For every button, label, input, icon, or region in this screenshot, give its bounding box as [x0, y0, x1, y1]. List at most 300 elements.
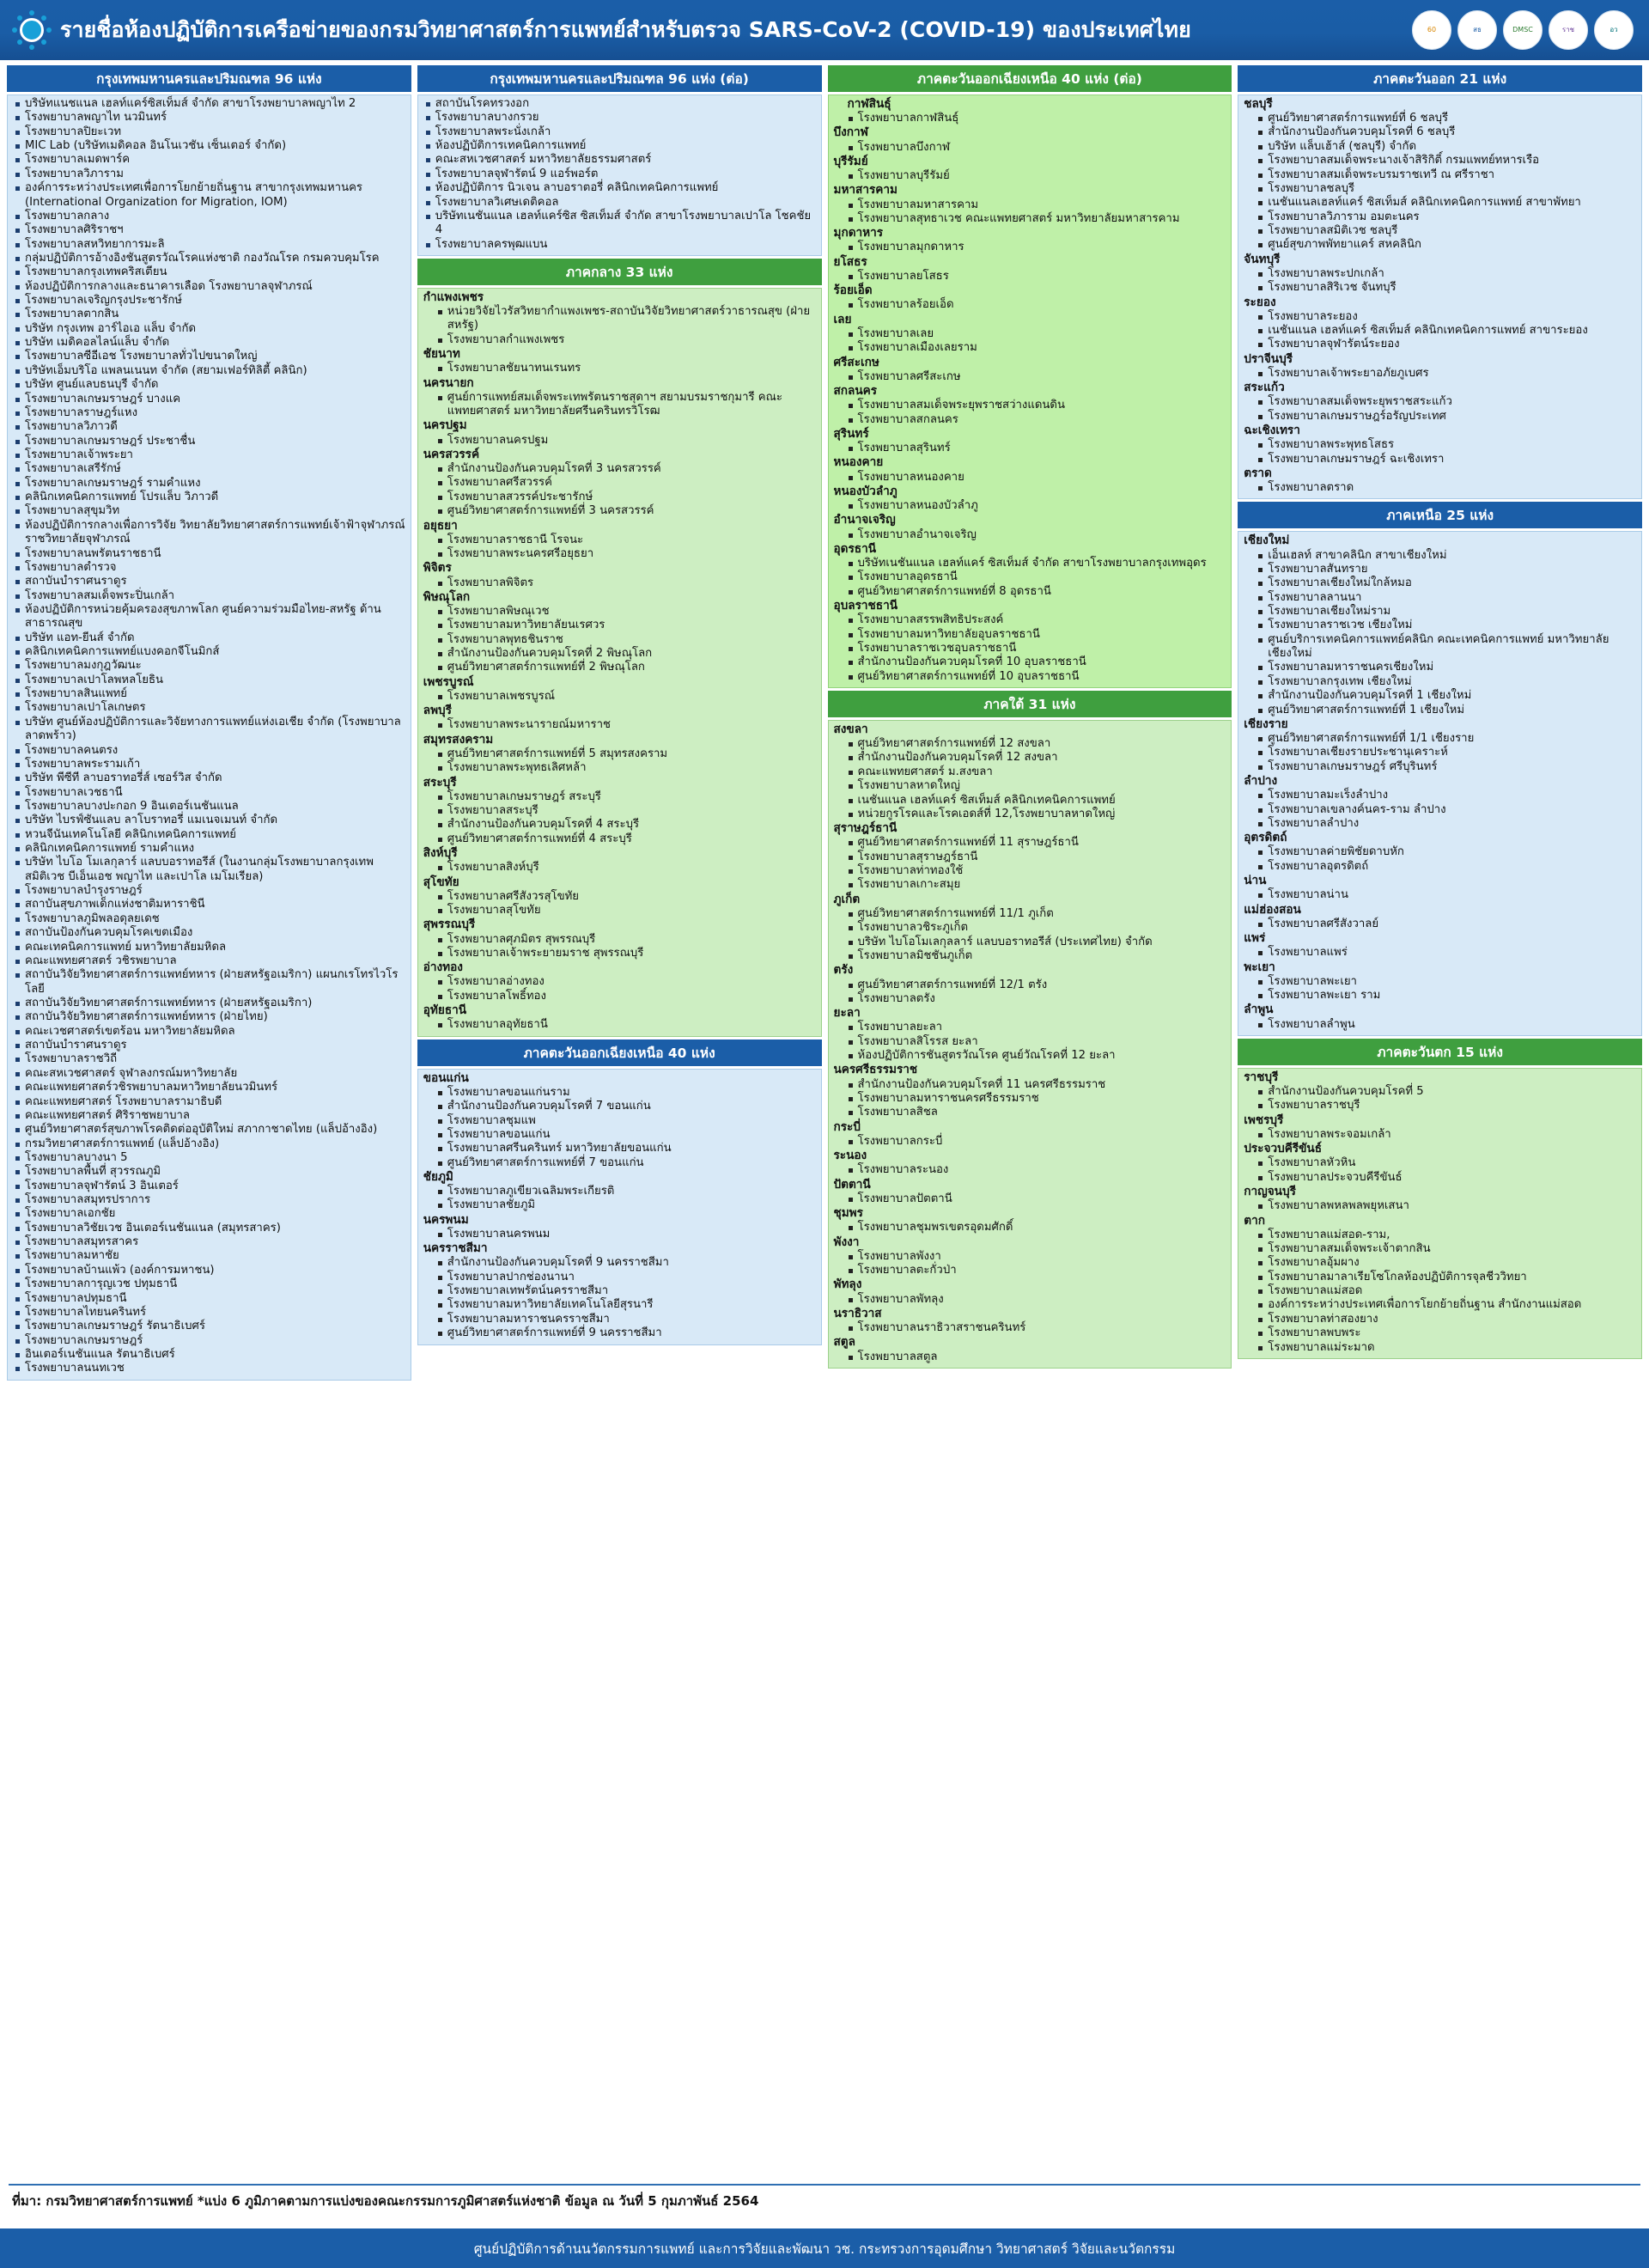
lab-item: โรงพยาบาลเสรีรักษ์: [11, 462, 407, 476]
province-label: พิจิตร: [423, 561, 452, 576]
lab-item: โรงพยาบาลจุฬารัตน์ 9 แอร์พอร์ต: [422, 168, 818, 181]
lab-item: คลินิกเทคนิคการแพทย์ รามคำแหง: [11, 842, 407, 856]
lab-item: โรงพยาบาลสุรินทร์: [832, 442, 1228, 455]
lab-list: [422, 1071, 818, 1341]
lab-item: ศูนย์วิทยาศาสตร์การแพทย์ที่ 3 นครสวรรค์: [422, 504, 818, 518]
province-label: บึงกาฬ: [833, 125, 868, 140]
lab-item: โรงพยาบาลแม่ระมาด: [1242, 1341, 1638, 1355]
lab-item: โรงพยาบาลประจวบคีรีขันธ์: [1242, 1171, 1638, 1185]
lab-item: โรงพยาบาลกรุงเทพ เชียงใหม่: [1242, 675, 1638, 689]
province-label: อุทัยธานี: [423, 1003, 467, 1018]
province-label: หนองบัวลำภู: [833, 484, 898, 498]
lab-item: ห้องปฏิบัติการกลางเพื่อการวิจัย วิทยาลัยวิทยาศาสตร์การแพทย์เจ้าฟ้าจุฬาภรณ์ ราชวิทยาลัยจุฬาภรณ์: [11, 519, 407, 547]
province-label: พังงา: [833, 1235, 860, 1249]
lab-item: สำนักงานป้องกันควบคุมโรคที่ 1 เชียงใหม่: [1242, 689, 1638, 703]
lab-item: คณะเทคนิคการแพทย์ มหาวิทยาลัยมหิดล: [11, 941, 407, 954]
province-label: ชัยนาท: [423, 347, 460, 362]
lab-item: โรงพยาบาลราชเวช เชียงใหม่: [1242, 619, 1638, 632]
province-label: สระแก้ว: [1244, 381, 1285, 395]
province-label: เลย: [833, 312, 852, 326]
column-2: [417, 65, 822, 1348]
lab-item: โรงพยาบาลเกษมราษฎร์อรัญประเทศ: [1242, 410, 1638, 424]
lab-item: โรงพยาบาลราชเวชอุบลราชธานี: [832, 642, 1228, 655]
lab-item: โรงพยาบาลกำแพงเพชร: [422, 333, 818, 347]
lab-item: โรงพยาบาลพระจอมเกล้า: [1242, 1128, 1638, 1142]
lab-item: โรงพยาบาลสินแพทย์: [11, 687, 407, 701]
province-label: นครสวรรค์: [423, 447, 480, 461]
lab-item: โรงพยาบาลบางกรวย: [422, 111, 818, 125]
lab-item: โรงพยาบาลตำรวจ: [11, 561, 407, 575]
logo-royal: ราช: [1549, 10, 1588, 50]
lab-item: โรงพยาบาลศรีนครินทร์ มหาวิทยาลัยขอนแก่น: [422, 1142, 818, 1155]
lab-item: ห้องปฏิบัติการ นิวเจน ลาบอราตอรี่ คลินิกเทคนิคการแพทย์: [422, 181, 818, 195]
logo-ministry-health: สธ: [1457, 10, 1497, 50]
lab-item: โรงพยาบาลพระพุทธโสธร: [1242, 438, 1638, 452]
lab-item: โรงพยาบาลเกษมราษฎร์ รัตนาธิเบศร์: [11, 1320, 407, 1333]
province-label: นครศรีธรรมราช: [833, 1063, 918, 1077]
province-label: ลพบุรี: [423, 704, 452, 718]
lab-item: ศูนย์วิทยาศาสตร์การแพทย์ที่ 11/1 ภูเก็ต: [832, 907, 1228, 921]
province-label: อุบลราชธานี: [833, 599, 898, 613]
province-label: ลำปาง: [1244, 774, 1278, 789]
lab-item: โรงพยาบาลศรีสังวรสุโขทัย: [422, 890, 818, 904]
lab-item: สำนักงานป้องกันควบคุมโรคที่ 4 สระบุรี: [422, 818, 818, 832]
lab-item: สถาบันป้องกันควบคุมโรคเขตเมือง: [11, 926, 407, 940]
lab-item: บริษัท ไบโอ โมเลกุลาร์ แลบบอราทอรีส์ (ในงานกลุ่มโรงพยาบาลกรุงเทพ สมิติเวช บีเอ็นเอช พญาไท และเปาโล เมโมเรียล): [11, 856, 407, 884]
lab-item: โรงพยาบาลปากช่องนานา: [422, 1271, 818, 1284]
province-label: กระบี่: [833, 1119, 861, 1134]
lab-item: โรงพยาบาลมาลาเรียโซโกลห้องปฏิบัติการจุลชีววิทยา: [1242, 1271, 1638, 1284]
page-title: รายชื่อห้องปฏิบัติการเครือข่ายของกรมวิทยาศาสตร์การแพทย์สำหรับตรวจ SARS-CoV-2 (COVID-19) ของประเทศไทย: [60, 17, 1191, 42]
lab-item: บริษัทเนชันแนล เฮลท์แคร์ซิส ซิสเท็มส์ จำกัด สาขาโรงพยาบาลเปาโล โชคชัย 4: [422, 210, 818, 238]
lab-item: โรงพยาบาลสิริเวช จันทบุรี: [1242, 281, 1638, 295]
lab-item: โรงพยาบาลบางนา 5: [11, 1151, 407, 1165]
province-label: ภูเก็ต: [833, 892, 861, 906]
lab-item: ศูนย์วิทยาศาสตร์การแพทย์ที่ 11 สุราษฎร์ธานี: [832, 836, 1228, 850]
lab-item: โรงพยาบาลพระรามเก้า: [11, 758, 407, 771]
lab-item: โรงพยาบาลราชวิถี: [11, 1052, 407, 1066]
lab-item: โรงพยาบาลเวชธานี: [11, 786, 407, 800]
region-panel: [1238, 531, 1642, 1035]
lab-item: สถาบันบำราศนราดูร: [11, 575, 407, 588]
lab-item: เนชันแนลเฮลท์แคร์ ซิสเท็มส์ คลินิกเทคนิคการแพทย์ สาขาพัทยา: [1242, 196, 1638, 210]
province-label: พัทลุง: [833, 1277, 862, 1292]
lab-item: โรงพยาบาลนครปฐม: [422, 434, 818, 448]
province-label: ระยอง: [1244, 295, 1276, 309]
province-label: สระบุรี: [423, 775, 457, 790]
lab-item: องค์การระหว่างประเทศเพื่อการโยกย้ายถิ่นฐาน สำนักงานแม่สอด: [1242, 1298, 1638, 1312]
lab-item: โรงพยาบาลสิชล: [832, 1106, 1228, 1119]
province-label: ร้อยเอ็ด: [833, 284, 873, 298]
lab-list: [832, 97, 1228, 684]
lab-item: โรงพยาบาลพระพุทธเลิศหล้า: [422, 761, 818, 775]
lab-item: โรงพยาบาลจุฬารัตน์ระยอง: [1242, 338, 1638, 351]
lab-item: โรงพยาบาลมุกดาหาร: [832, 241, 1228, 254]
lab-item: โรงพยาบาลปิยะเวท: [11, 125, 407, 139]
lab-item: โรงพยาบาลมะเร็งลำปาง: [1242, 789, 1638, 802]
province-label: จันทบุรี: [1244, 252, 1281, 266]
province-label: แม่ฮ่องสอน: [1244, 902, 1301, 917]
region-panel: [828, 94, 1232, 688]
province-label: มหาสารคาม: [833, 183, 898, 198]
lab-item: โรงพยาบาลเกษมราษฎร์ ประชาชื่น: [11, 435, 407, 448]
province-label: ราชบุรี: [1244, 1070, 1279, 1084]
lab-item: โรงพยาบาลครพุฒแบน: [422, 238, 818, 252]
lab-item: สถาบันโรคทรวงอก: [422, 97, 818, 111]
province-label: ฉะเชิงเทรา: [1244, 424, 1300, 438]
lab-item: โรงพยาบาลเจริญกรุงประชารักษ์: [11, 294, 407, 308]
lab-item: โรงพยาบาลเกษมราษฎร์ ศรีบุรินทร์: [1242, 760, 1638, 774]
lab-item: โรงพยาบาลแม่สอด: [1242, 1284, 1638, 1298]
lab-item: โรงพยาบาลขอนแก่น: [422, 1128, 818, 1142]
lab-item: โรงพยาบาลมหาราชนครเชียงใหม่: [1242, 661, 1638, 674]
lab-list: [422, 97, 818, 252]
lab-item: โรงพยาบาลพระนารายณ์มหาราช: [422, 718, 818, 732]
lab-item: โรงพยาบาลหนองคาย: [832, 471, 1228, 485]
lab-list: [832, 722, 1228, 1364]
lab-item: โรงพยาบาลสระบุรี: [422, 804, 818, 818]
lab-item: ศูนย์การแพทย์สมเด็จพระเทพรัตนราชสุดาฯ สยามบรมราชกุมารี คณะแพทยศาสตร์ มหาวิทยาลัยศรีนครินทรวิโรฒ: [422, 391, 818, 419]
lab-item: โรงพยาบาลเกษมราษฎร์ รามคำแหง: [11, 477, 407, 491]
coronavirus-icon: [12, 10, 52, 50]
province-label: ศรีสะเกษ: [833, 355, 879, 369]
province-label: ชลบุรี: [1244, 97, 1273, 111]
province-label: กาญจนบุรี: [1244, 1185, 1296, 1199]
province-label: กำแพงเพชร: [423, 290, 484, 304]
column-4: [1238, 65, 1642, 1362]
lab-item: คณะเวชศาสตร์เขตร้อน มหาวิทยาลัยมหิดล: [11, 1025, 407, 1039]
lab-list: [11, 97, 407, 1376]
lab-list: [1242, 1070, 1638, 1355]
lab-item: โรงพยาบาลชลบุรี: [1242, 182, 1638, 196]
lab-item: ศูนย์วิทยาศาสตร์สุขภาพโรคติดต่ออุบัติใหม่ สภากาชาดไทย (แล็ปอ้างอิง): [11, 1123, 407, 1137]
province-label: นราธิวาส: [833, 1306, 882, 1320]
province-label: อำนาจเจริญ: [833, 513, 896, 527]
province-label: ยโสธร: [833, 254, 867, 269]
province-label: อุดรธานี: [833, 541, 877, 556]
lab-item: โรงพยาบาลสมเด็จพระยุพราชสว่างแดนดิน: [832, 399, 1228, 412]
lab-item: โรงพยาบาลภูมิพลอดุลยเดช: [11, 912, 407, 926]
region-panel: [417, 1069, 822, 1345]
lab-item: โรงพยาบาลสมเด็จพระบรมราชเทวี ณ ศรีราชา: [1242, 168, 1638, 182]
lab-item: ศูนย์วิทยาศาสตร์การแพทย์ที่ 12/1 ตรัง: [832, 979, 1228, 992]
lab-item: โรงพยาบาลระนอง: [832, 1163, 1228, 1177]
lab-item: โรงพยาบาลพบพระ: [1242, 1326, 1638, 1340]
lab-item: โรงพยาบาลปทุมธานี: [11, 1292, 407, 1306]
lab-item: โรงพยาบาลเทพรัตน์นครราชสีมา: [422, 1284, 818, 1298]
lab-item: โรงพยาบาลบางปะกอก 9 อินเตอร์เนชันแนล: [11, 800, 407, 814]
lab-item: โรงพยาบาลเชียงใหม่ราม: [1242, 605, 1638, 619]
province-label: บุรีรัมย์: [833, 154, 868, 168]
province-label: ประจวบคีรีขันธ์: [1244, 1142, 1322, 1156]
region-heading: กรุงเทพมหานครและปริมณฑล 96 แห่ง (ต่อ): [417, 65, 822, 92]
lab-item: ห้องปฏิบัติการหน่วยคุ้มครองสุขภาพโลก ศูนย์ความร่วมมือไทย-สหรัฐ ด้านสาธารณสุข: [11, 603, 407, 631]
lab-item: โรงพยาบาลสหวิทยาการมะลิ: [11, 238, 407, 252]
lab-item: โรงพยาบาลตรัง: [832, 992, 1228, 1006]
lab-item: โรงพยาบาลจุฬารัตน์ 3 อินเตอร์: [11, 1180, 407, 1193]
region-panel: [1238, 94, 1642, 499]
lab-item: โรงพยาบาลสกลนคร: [832, 413, 1228, 427]
lab-item: โรงพยาบาลสิงห์บุรี: [422, 861, 818, 875]
lab-item: สถาบันวิจัยวิทยาศาสตร์การแพทย์ทหาร (ฝ่ายสหรัฐอเมริกา): [11, 997, 407, 1010]
lab-item: โรงพยาบาลอุ้มผาง: [1242, 1256, 1638, 1270]
logo-dmsc: DMSC: [1503, 10, 1543, 50]
region-panel: [417, 94, 822, 256]
lab-item: โรงพยาบาลราษฎร์แหง: [11, 406, 407, 420]
lab-item: โรงพยาบาลเมดพาร์ค: [11, 153, 407, 167]
province-label: นครปฐม: [423, 418, 467, 433]
lab-item: ศูนย์วิทยาศาสตร์การแพทย์ที่ 4 สระบุรี: [422, 832, 818, 846]
lab-item: บริษัท แล็บเฮ้าส์ (ชลบุรี) จำกัด: [1242, 140, 1638, 154]
lab-item: โรงพยาบาลยะลา: [832, 1021, 1228, 1034]
lab-item: โรงพยาบาลพัทลุง: [832, 1293, 1228, 1307]
lab-item: โรงพยาบาลพิษณุเวช: [422, 605, 818, 619]
lab-item: โรงพยาบาลเพชรบูรณ์: [422, 690, 818, 704]
lab-item: โรงพยาบาลพระนครศรีอยุธยา: [422, 547, 818, 561]
lab-item: โรงพยาบาลเชียงรายประชานุเคราะห์: [1242, 746, 1638, 759]
lab-item: โรงพยาบาลเกษมราษฎร์ บางแค: [11, 393, 407, 406]
lab-item: โรงพยาบาลพระนั่งเกล้า: [422, 125, 818, 139]
province-label: อยุธยา: [423, 518, 458, 533]
lab-item: ศูนย์วิทยาศาสตร์การแพทย์ที่ 1/1 เชียงราย: [1242, 732, 1638, 746]
lab-item: โรงพยาบาลเชียงใหม่ใกล้หมอ: [1242, 576, 1638, 590]
lab-item: บริษัท ไบโอโมเลกุลลาร์ แลบบอราทอรีส์ (ประเทศไทย) จำกัด: [832, 936, 1228, 949]
lab-item: สำนักงานป้องกันควบคุมโรคที่ 11 นครศรีธรรมราช: [832, 1078, 1228, 1092]
lab-item: โรงพยาบาลมหาชัย: [11, 1249, 407, 1263]
lab-item: โรงพยาบาลน่าน: [1242, 888, 1638, 902]
lab-item: โรงพยาบาลวิเศษเดติคอล: [422, 196, 818, 210]
region-panel: [1238, 1068, 1642, 1359]
province-label: มุกดาหาร: [833, 226, 884, 241]
lab-item: โรงพยาบาลตากสิน: [11, 308, 407, 321]
lab-item: เอ็นเฮลท์ สาขาคลินิก สาขาเชียงใหม่: [1242, 549, 1638, 563]
lab-item: โรงพยาบาลมหาสารคาม: [832, 198, 1228, 212]
lab-item: บริษัท เมดิคอลไลน์แล็บ จำกัด: [11, 336, 407, 350]
lab-item: ห้องปฏิบัติการชันสูตรวัณโรค ศูนย์วัณโรคที่ 12 ยะลา: [832, 1049, 1228, 1063]
lab-item: โรงพยาบาลชุมพรเขตรอุดมศักดิ์: [832, 1221, 1228, 1235]
lab-item: โรงพยาบาลสมเด็จพระเจ้าตากสิน: [1242, 1242, 1638, 1256]
lab-item: โรงพยาบาลวิภาวดี: [11, 420, 407, 434]
lab-item: โรงพยาบาลเอกชัย: [11, 1207, 407, 1221]
page-footer: [0, 2182, 1649, 2268]
lab-item: โรงพยาบาลสิโรรส ยะลา: [832, 1035, 1228, 1049]
lab-item: โรงพยาบาลสมเด็จพระปิ่นเกล้า: [11, 589, 407, 603]
province-label: ระนอง: [833, 1149, 867, 1163]
lab-item: บริษัท กรุงเทพ อาร์ไอเอ แล็บ จำกัด: [11, 322, 407, 336]
lab-item: โรงพยาบาลหนองบัวลำภู: [832, 499, 1228, 513]
lab-item: โรงพยาบาลมหาราชนครราชสีมา: [422, 1313, 818, 1326]
region-heading: ภาคตะวันตก 15 แห่ง: [1238, 1039, 1642, 1065]
lab-item: โรงพยาบาลสมุทรสาคร: [11, 1235, 407, 1249]
lab-item: โรงพยาบาลกาฬสินธุ์: [832, 112, 1228, 125]
lab-item: โรงพยาบาลพังงา: [832, 1250, 1228, 1264]
lab-item: โรงพยาบาลเกาะสมุย: [832, 878, 1228, 892]
lab-item: โรงพยาบาลพญาไท นวมินทร์: [11, 111, 407, 125]
lab-list: [422, 290, 818, 1033]
lab-item: อินเตอร์เนชันแนล รัตนาธิเบศร์: [11, 1348, 407, 1362]
lab-item: โรงพยาบาลตะกั่วป่า: [832, 1264, 1228, 1277]
lab-item: ศูนย์วิทยาศาสตร์การแพทย์ที่ 9 นครราชสีมา: [422, 1326, 818, 1340]
lab-item: โรงพยาบาลชัยภูมิ: [422, 1198, 818, 1212]
lab-item: เนชันแนล เฮลท์แคร์ ซิสเท็มส์ คลินิกเทคนิคการแพทย์ สาขาระยอง: [1242, 324, 1638, 338]
lab-item: บริษัท พีซีที ลาบอราทอรี่ส์ เซอร์วิส จำกัด: [11, 771, 407, 785]
page-header: [0, 0, 1649, 60]
lab-item: โรงพยาบาลสมเด็จพระยุพราชสระแก้ว: [1242, 395, 1638, 409]
lab-item: โรงพยาบาลมิชชันภูเก็ต: [832, 949, 1228, 963]
lab-item: โรงพยาบาลศรีสะเกษ: [832, 370, 1228, 384]
lab-item: โรงพยาบาลโพธิ์ทอง: [422, 990, 818, 1003]
lab-item: โรงพยาบาลพะเยา: [1242, 975, 1638, 989]
lab-item: โรงพยาบาลราชบุรี: [1242, 1099, 1638, 1113]
province-label: อ่างทอง: [423, 960, 463, 975]
lab-item: โรงพยาบาลสมุทรปราการ: [11, 1193, 407, 1207]
column-3: [828, 65, 1232, 1371]
lab-item: โรงพยาบาลสุราษฎร์ธานี: [832, 850, 1228, 864]
province-label: น่าน: [1244, 874, 1267, 888]
content-columns: [0, 60, 1649, 2182]
lab-item: ห้องปฏิบัติการเทคนิคการแพทย์: [422, 139, 818, 153]
lab-item: โรงพยาบาลวิชัยเวช อินเตอร์เนชันแนล (สมุทรสาคร): [11, 1222, 407, 1235]
lab-item: โรงพยาบาลร้อยเอ็ด: [832, 298, 1228, 312]
region-heading: ภาคตะวันออก 21 แห่ง: [1238, 65, 1642, 92]
lab-item: สำนักงานป้องกันควบคุมโรคที่ 10 อุบลราชธานี: [832, 655, 1228, 669]
lab-item: ศูนย์วิทยาศาสตร์การแพทย์ที่ 5 สมุทรสงคราม: [422, 747, 818, 761]
lab-item: โรงพยาบาลศรีสังวาลย์: [1242, 918, 1638, 931]
lab-item: โรงพยาบาลเปาโลเกษตร: [11, 701, 407, 715]
province-label: เชียงใหม่: [1244, 533, 1290, 548]
region-panel: [417, 288, 822, 1037]
lab-item: โรงพยาบาลอุตรดิตถ์: [1242, 860, 1638, 874]
lab-list: [1242, 533, 1638, 1031]
lab-item: โรงพยาบาลท่าสองยาง: [1242, 1313, 1638, 1326]
lab-item: โรงพยาบาลกระบี่: [832, 1135, 1228, 1149]
lab-item: ศูนย์วิทยาศาสตร์การแพทย์ที่ 12 สงขลา: [832, 737, 1228, 751]
source-note: ที่มา: กรมวิทยาศาสตร์การแพทย์ *แบ่ง 6 ภูมิภาคตามการแบ่งของคณะกรรมการภูมิศาสตร์แห่งชาติ ข้อมูล ณ วันที่ 5 กุมภาพันธ์ 2564: [12, 2193, 759, 2209]
lab-item: คณะแพทยศาสตร์ ม.สงขลา: [832, 765, 1228, 779]
lab-item: โรงพยาบาลมหาวิทยาลัยอุบลราชธานี: [832, 628, 1228, 642]
province-label: ตราด: [1244, 466, 1272, 480]
lab-item: บริษัท ศูนย์แลบธนบุรี จำกัด: [11, 378, 407, 392]
province-label: ขอนแก่น: [423, 1070, 469, 1085]
province-label: ตาก: [1244, 1213, 1265, 1228]
lab-item: โรงพยาบาลคนตรง: [11, 744, 407, 758]
lab-item: โรงพยาบาลเลย: [832, 327, 1228, 341]
lab-item: โรงพยาบาลเกษมราษฎร์ ฉะเชิงเทรา: [1242, 453, 1638, 466]
province-label: สงขลา: [833, 722, 868, 736]
lab-item: โรงพยาบาลพื้นที่ สุวรรณภูมิ: [11, 1165, 407, 1179]
lab-item: สถาบันบำราศนราดูร: [11, 1039, 407, 1052]
region-heading: ภาคตะวันออกเฉียงเหนือ 40 แห่ง: [417, 1040, 822, 1066]
province-label: สุโขทัย: [423, 875, 459, 889]
lab-item: ศูนย์วิทยาศาสตร์การแพทย์ที่ 8 อุดรธานี: [832, 585, 1228, 599]
province-label: สกลนคร: [833, 384, 878, 399]
lab-item: บริษัทแนชแนล เฮลท์แคร์ซิสเท็มส์ จำกัด สาขาโรงพยาบาลพญาไท 2: [11, 97, 407, 111]
lab-item: โรงพยาบาลนครพนม: [422, 1228, 818, 1241]
province-label: เชียงราย: [1244, 716, 1288, 731]
lab-item: โรงพยาบาลเปาโลพหลโยธิน: [11, 674, 407, 687]
lab-item: สถาบันวิจัยวิทยาศาสตร์การแพทย์ทหาร (ฝ่ายสหรัฐอเมริกา) แผนกเรโทรไวโรโลยี: [11, 968, 407, 997]
lab-item: คณะแพทยศาสตร์วชิรพยาบาลมหาวิทยาลัยนวมินทร์: [11, 1081, 407, 1094]
lab-item: ศูนย์วิทยาศาสตร์การแพทย์ที่ 1 เชียงใหม่: [1242, 704, 1638, 717]
column-1: [7, 65, 411, 1383]
province-label: ชุมพร: [833, 1206, 863, 1221]
lab-item: โรงพยาบาลสุโขทัย: [422, 904, 818, 918]
lab-item: ศูนย์สุขภาพพัทยาแคร์ สหคลินิก: [1242, 238, 1638, 252]
lab-item: ห้องปฏิบัติการกลางและธนาคารเลือด โรงพยาบาลจุฬาภรณ์: [11, 280, 407, 294]
lab-item: โรงพยาบาลท่าทองใช้: [832, 864, 1228, 878]
lab-item: โรงพยาบาลกรุงเทพคริสเตียน: [11, 265, 407, 279]
lab-item: บริษัท แอท-ยีนส์ จำกัด: [11, 631, 407, 645]
lab-item: โรงพยาบาลมหาราชนครศรีธรรมราช: [832, 1092, 1228, 1106]
province-label: กาฬสินธุ์: [847, 97, 891, 111]
lab-item: โรงพยาบาลสุขุมวิท: [11, 504, 407, 518]
province-label: อุตรดิตถ์: [1244, 831, 1287, 845]
province-label: แพร่: [1244, 931, 1266, 946]
lab-item: โรงพยาบาลมหาวิทยาลัยเทคโนโลยีสุรนารี: [422, 1298, 818, 1312]
lab-item: องค์การระหว่างประเทศเพื่อการโยกย้ายถิ่นฐาน สาขากรุงเทพมหานคร (International Organization for Migration, IOM): [11, 181, 407, 210]
footer-bar: ศูนย์ปฏิบัติการด้านนวัตกรรมการแพทย์ และการวิจัยและพัฒนา วช. กระทรวงการอุดมศึกษา วิทยาศาสตร์ วิจัยและนวัตกรรม: [0, 2228, 1649, 2268]
lab-item: สำนักงานป้องกันควบคุมโรคที่ 3 นครสวรรค์: [422, 462, 818, 476]
lab-item: กรมวิทยาศาสตร์การแพทย์ (แล็ปอ้างอิง): [11, 1137, 407, 1151]
province-label: นครราชสีมา: [423, 1241, 488, 1256]
lab-item: ศูนย์วิทยาศาสตร์การแพทย์ที่ 10 อุบลราชธานี: [832, 670, 1228, 684]
lab-item: โรงพยาบาลระยอง: [1242, 310, 1638, 324]
lab-list: [1242, 97, 1638, 495]
lab-item: สถาบันสุขภาพเด็กแห่งชาติมหาราชินี: [11, 898, 407, 911]
lab-item: คณะแพทยศาสตร์ วชิรพยาบาล: [11, 954, 407, 968]
lab-item: ศูนย์วิทยาศาสตร์การแพทย์ที่ 6 ชลบุรี: [1242, 112, 1638, 125]
lab-item: ศูนย์บริการเทคนิคการแพทย์คลินิก คณะเทคนิคการแพทย์ มหาวิทยาลัยเชียงใหม่: [1242, 633, 1638, 662]
lab-item: โรงพยาบาลนราธิวาสราชนครินทร์: [832, 1321, 1228, 1335]
region-heading: ภาคกลาง 33 แห่ง: [417, 259, 822, 285]
lab-item: โรงพยาบาลมงกุฎวัฒนะ: [11, 659, 407, 673]
province-label: เพชรบุรี: [1244, 1113, 1284, 1127]
lab-item: โรงพยาบาลลำปาง: [1242, 817, 1638, 831]
lab-item: คณะแพทยศาสตร์ ศิริราชพยาบาล: [11, 1109, 407, 1123]
lab-item: หน่วยวิจัยไวรัสวิทยากำแพงเพชร-สถาบันวิจัยวิทยาศาสตร์วาธารณสุข (ฝ่ายสหรัฐ): [422, 305, 818, 333]
lab-item: โรงพยาบาลพระปกเกล้า: [1242, 267, 1638, 281]
lab-item: โรงพยาบาลเกษมราษฎร์ สระบุรี: [422, 790, 818, 804]
lab-item: คลินิกเทคนิคการแพทย์แบงคอกจีโนมิกส์: [11, 645, 407, 659]
province-label: ชัยภูมิ: [423, 1169, 453, 1184]
lab-item: สำนักงานป้องกันควบคุมโรคที่ 6 ชลบุรี: [1242, 125, 1638, 139]
lab-item: ศูนย์วิทยาศาสตร์การแพทย์ที่ 7 ขอนแก่น: [422, 1156, 818, 1170]
lab-item: โรงพยาบาลซีอีเอช โรงพยาบาลทั่วไปขนาดใหญ่: [11, 350, 407, 363]
lab-item: โรงพยาบาลเจ้าพระยาอภัยภูเบศร: [1242, 367, 1638, 381]
lab-item: โรงพยาบาลค่ายพิชัยดาบหัก: [1242, 845, 1638, 859]
lab-item: โรงพยาบาลกลาง: [11, 210, 407, 223]
lab-item: โรงพยาบาลสวรรค์ประชารักษ์: [422, 491, 818, 504]
lab-item: โรงพยาบาลอำนาจเจริญ: [832, 528, 1228, 542]
province-label: ปัตตานี: [833, 1177, 871, 1192]
lab-item: สำนักงานป้องกันควบคุมโรคที่ 12 สงขลา: [832, 751, 1228, 765]
lab-item: หน่วยกูรโรคและโรคเอดส์ที่ 12,โรงพยาบาลหาดใหญ่: [832, 808, 1228, 821]
province-label: สิงห์บุรี: [423, 846, 458, 861]
province-label: สุพรรณบุรี: [423, 918, 476, 932]
lab-item: บริษัทเนชันแนล เฮลท์แคร์ ซิสเท็มส์ จำกัด สาขาโรงพยาบาลกรุงเทพอุดร: [832, 557, 1228, 570]
lab-item: คณะสหเวชศาสตร์ มหาวิทยาลัยธรรมศาสตร์: [422, 153, 818, 167]
lab-item: โรงพยาบาลศิริราชฯ: [11, 223, 407, 237]
lab-item: โรงพยาบาลศรีสวรรค์: [422, 476, 818, 490]
lab-item: เนชันแนล เฮลท์แคร์ ซิสเท็มส์ คลินิกเทคนิคการแพทย์: [832, 794, 1228, 808]
lab-item: โรงพยาบาลอ่างทอง: [422, 975, 818, 989]
lab-item: โรงพยาบาลสตูล: [832, 1350, 1228, 1364]
province-label: สมุทรสงคราม: [423, 732, 494, 747]
lab-item: โรงพยาบาลพุทธชินราช: [422, 633, 818, 647]
lab-item: โรงพยาบาลเจ้าพระยา: [11, 448, 407, 462]
province-label: ลำพูน: [1244, 1003, 1274, 1017]
lab-item: โรงพยาบาลอุทัยธานี: [422, 1018, 818, 1032]
